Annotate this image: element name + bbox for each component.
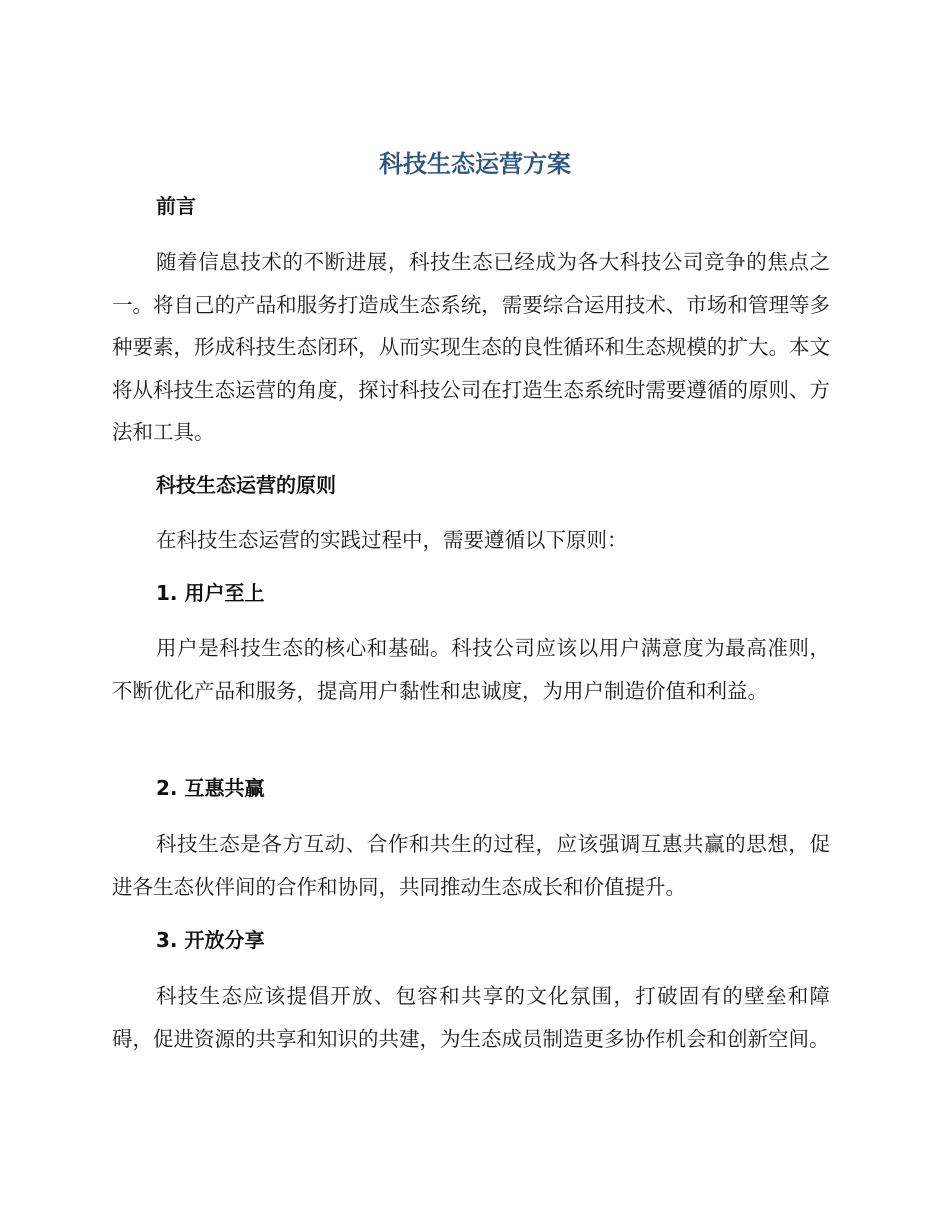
principles-intro-paragraph: 在科技生态运营的实践过程中，需要遵循以下原则：	[156, 528, 628, 552]
principle-paragraph-2: 科技生态是各方互动、合作和共生的过程，应该强调互惠共赢的思想，促进各生态伙伴间的合作和协同，共同推动生态成长和价值提升。	[112, 832, 830, 899]
principle-heading-3: 3. 开放分享	[156, 928, 265, 952]
document-title: 科技生态运营方案	[379, 150, 571, 178]
section-heading-preface: 前言	[156, 194, 196, 218]
preface-paragraph: 随着信息技术的不断进展，科技生态已经成为各大科技公司竞争的焦点之一。将自己的产品和服务打造成生态系统，需要综合运用技术、市场和管理等多种要素，形成科技生态闭环，从而实现生态的良性循环和生态规模的扩大。本文将从科技生态运营的角度，探讨科技公司在打造生态系统时需要遵循的原则、方法和工具。	[112, 250, 830, 444]
principle-heading-2: 2. 互惠共赢	[156, 776, 265, 800]
principle-paragraph-3: 科技生态应该提倡开放、包容和共享的文化氛围，打破固有的壁垒和障碍，促进资源的共享和知识的共建，为生态成员制造更多协作机会和创新空间。	[112, 984, 830, 1051]
section-heading-principles: 科技生态运营的原则	[156, 473, 336, 497]
principle-paragraph-1: 用户是科技生态的核心和基础。科技公司应该以用户满意度为最高准则，不断优化产品和服务，提高用户黏性和忠诚度，为用户制造价值和利益。	[112, 636, 830, 703]
principle-heading-1: 1. 用户至上	[156, 581, 265, 605]
